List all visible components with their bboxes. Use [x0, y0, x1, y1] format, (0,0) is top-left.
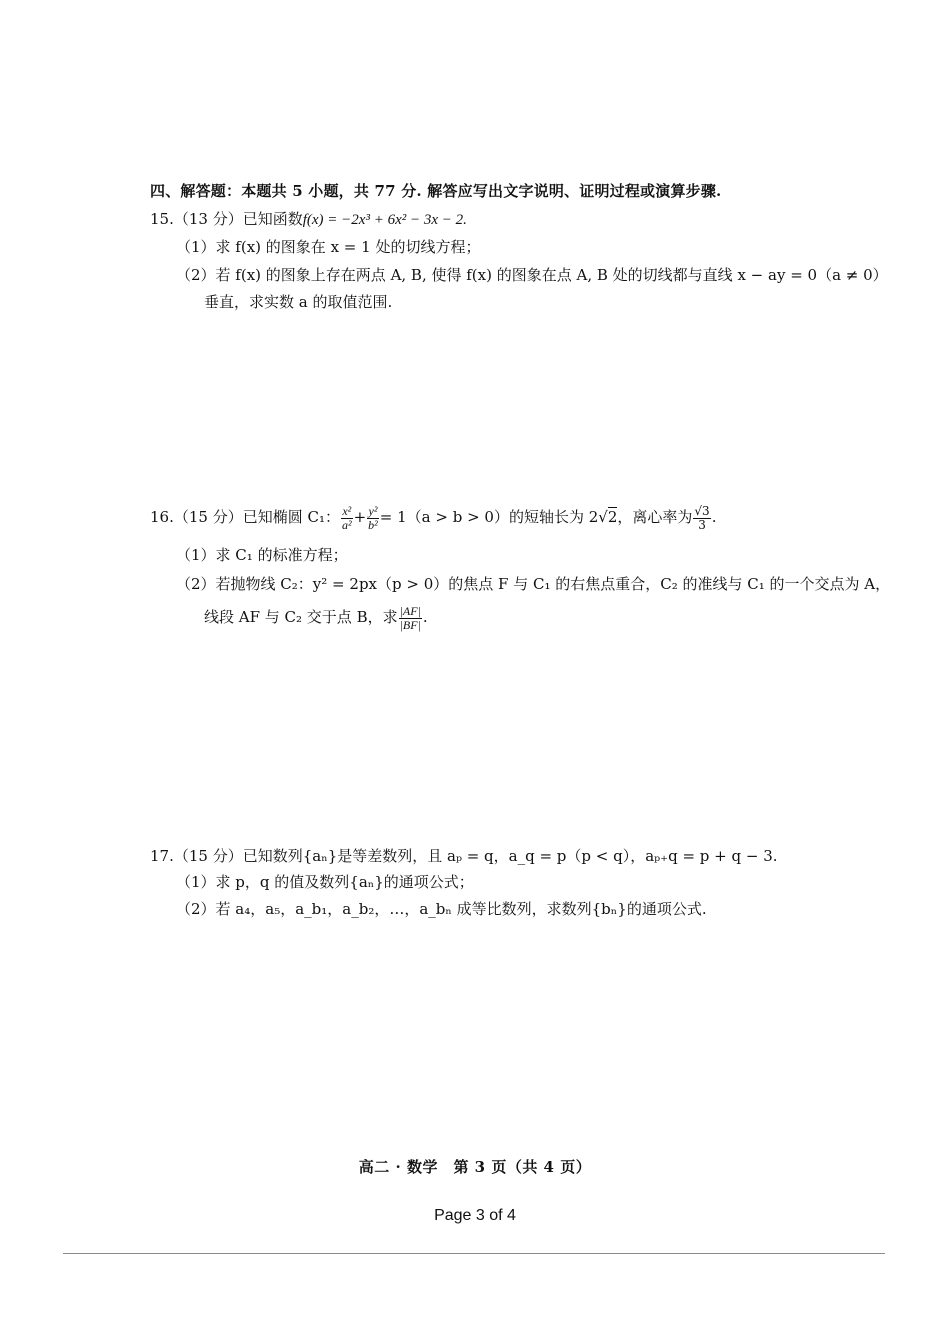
- q16-eccentricity-den: 3: [698, 517, 706, 532]
- q16-points: （15 分）: [173, 508, 243, 526]
- q16-fraction-x-num: x²: [342, 503, 352, 518]
- q17-part1: （1）求 p，q 的值及数列{aₙ}的通项公式；: [176, 873, 474, 891]
- q15-stem: [150, 208, 467, 231]
- q15-part2-line1: （2）若 f(x) 的图象上存在两点 A, B, 使得 f(x) 的图象在点 A, B 处的切线都与直线 x − ay = 0（a ≠ 0）: [176, 266, 888, 284]
- q16-sqrt-sign: √: [598, 508, 608, 526]
- q16-plus: +: [353, 508, 367, 526]
- q16-part2-line2: [204, 602, 428, 632]
- q16-number: 16.: [150, 508, 174, 526]
- q17-stem-text: 已知数列{aₙ}是等差数列，且 aₚ = q，a_q = p（p < q），aₚ₊q = p + q − 3.: [242, 847, 778, 865]
- q15-part1: （1）求 f(x) 的图象在 x = 1 处的切线方程；: [176, 238, 481, 256]
- q16-fraction-x: [341, 505, 353, 532]
- q16-stem: [150, 502, 716, 532]
- q16-part2-line2-prefix: 线段 AF 与 C₂ 交于点 B，求: [204, 608, 398, 626]
- q16-stem-prefix: 已知椭圆 C₁：: [242, 508, 340, 526]
- q17-stem: [150, 845, 778, 867]
- q16-stem-end: .: [711, 508, 717, 526]
- q17-number: 17.: [150, 847, 174, 865]
- q17-points: （15 分）: [173, 847, 243, 865]
- q16-stem-mid: = 1（a > b > 0）的短轴长为 2: [379, 508, 599, 526]
- q16-eccentricity: [693, 505, 710, 532]
- q15-part2-line2: 垂直，求实数 a 的取值范围.: [204, 293, 393, 311]
- q16-stem-mid2: ，离心率为: [617, 508, 693, 526]
- q15-function: f(x) = −2x³ + 6x² − 3x − 2.: [302, 212, 467, 228]
- q16-ratio-num: |AF|: [399, 603, 421, 618]
- q15-stem-prefix: 已知函数: [242, 210, 303, 228]
- q16-fraction-y-num: y²: [368, 503, 378, 518]
- q16-ratio-den: |BF|: [399, 617, 421, 632]
- q17-part2: （2）若 a₄，a₅，a_b₁，a_b₂，…，a_bₙ 成等比数列，求数列{bₙ}的通项公式.: [176, 900, 707, 918]
- q16-part2-line1: （2）若抛物线 C₂：y² = 2px（p > 0）的焦点 F 与 C₁ 的右焦点重合，C₂ 的准线与 C₁ 的一个交点为 A，: [176, 575, 891, 593]
- page-number: Page 3 of 4: [434, 1207, 516, 1224]
- q16-eccentricity-num: √3: [694, 503, 710, 518]
- q16-fraction-x-den: a²: [341, 517, 352, 532]
- q15-points: （13 分）: [173, 210, 243, 228]
- q15-number: 15.: [150, 210, 174, 228]
- q16-part1: （1）求 C₁ 的标准方程；: [176, 546, 348, 564]
- section-header: 四、解答题：本题共 5 小题，共 77 分. 解答应写出文字说明、证明过程或演算步骤.: [150, 182, 722, 200]
- q16-ratio: [399, 605, 422, 632]
- q16-part2-line2-end: .: [422, 608, 428, 626]
- q16-sqrt-radicand: 2: [607, 508, 618, 526]
- bottom-divider: [63, 1253, 885, 1254]
- q16-fraction-y-den: b²: [368, 517, 378, 532]
- q16-fraction-y: [367, 505, 379, 532]
- footer-page-label: 高二 · 数学 第 3 页（共 4 页）: [358, 1158, 592, 1176]
